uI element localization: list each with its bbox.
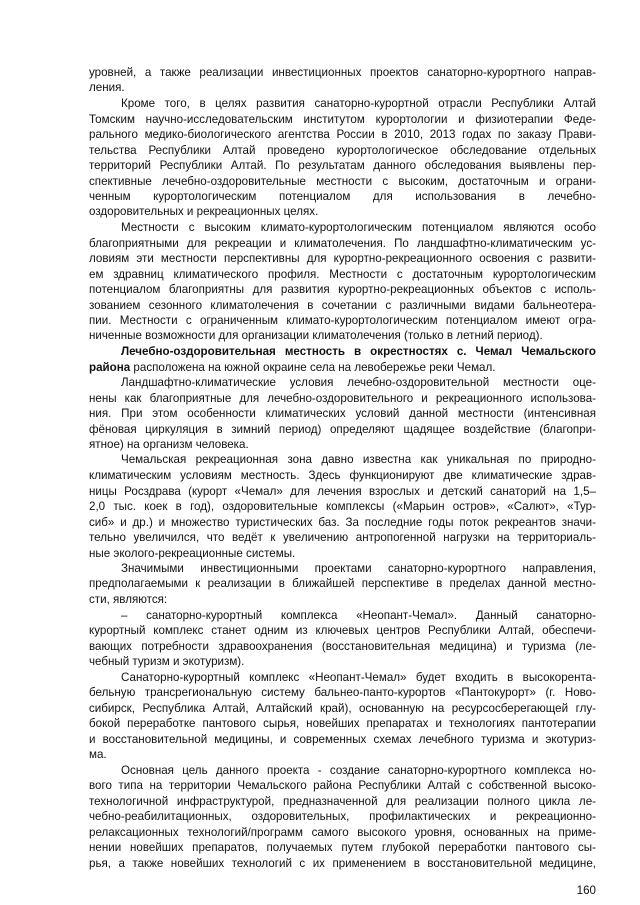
text-line: ловиям эти местности перспективны для курортно-рекреационного освоения с развити- — [89, 252, 596, 265]
text-line: пии. Местности с ограниченным климато-курортологическим потенциалом имеют огра- — [89, 314, 596, 327]
text-line: бокой переработке пантового сырья, новейших препаратах и технологиях пантотерапии — [89, 717, 596, 730]
text-line: ления. — [89, 81, 125, 94]
text-line: релаксационных технологий/программ самого высокого уровня, основанных на приме- — [89, 826, 596, 839]
text-line: чебный туризм и экотуризм). — [89, 655, 245, 668]
text-line: ем здравниц климатического профиля. Местности с достаточным курортологическим — [89, 268, 596, 281]
text-line: Томским научно-исследовательским институтом курортологии и физиотерапии Феде- — [89, 113, 596, 126]
text-line: территорий Республики Алтай. По результатам данного обследования выявлены пер- — [89, 159, 596, 172]
text-line: и восстановительной медицины, и современных схемах лечебного туризма и экотуриз- — [89, 733, 596, 746]
text-line: рья, а также новейших технологий с их применением в восстановительной медицине, — [89, 857, 596, 870]
text-line: зованием сезонного климатолечения в сочетании с различными видами бальнеотера- — [89, 299, 596, 312]
text-line: 2,0 тыс. коек в год), оздоровительные комплексы («Марьин остров», «Салют», «Тур- — [89, 500, 596, 513]
text-line: оздоровительных и рекреационных целях. — [89, 205, 319, 218]
text-line: ма. — [89, 748, 107, 761]
text-line: потенциалом благоприятны для развития курортно-рекреационных объектов с исполь- — [89, 283, 596, 296]
text-line: Местности с высоким климато-курортологическим потенциалом являются особо — [121, 221, 596, 234]
text-line — [89, 360, 596, 375]
list-item: – санаторно-курортный комплекса «Неопант-Чемал». Данный санаторно- — [121, 609, 596, 622]
text-line: климатическим условиям местность. Здесь функционируют две климатические здрав- — [89, 469, 596, 482]
page-number: 160 — [576, 884, 596, 897]
text-line: курортный комплекс станет одним из ключевых центров Республики Алтай, обеспечи- — [89, 624, 596, 637]
text-line: предполагаемыми к реализации в ближайшей перспективе в пределах данной местно- — [89, 577, 596, 590]
text-line: ченным курортологическим потенциалом для использования в лечебно- — [89, 190, 596, 203]
text-line: спективные лечебно-оздоровительные местности с высоким, достаточным и ограни- — [89, 175, 596, 188]
text-line: ницы Росздрава (курорт «Чемал» для лечения взрослых и детский санаторий на 1,5– — [89, 485, 596, 498]
text-line: ные эколого-рекреационные системы. — [89, 547, 296, 560]
section-heading: Лечебно-оздоровительная местность в окрестностях с. Чемал Чемальского — [121, 345, 596, 358]
text-line: сти, являются: — [89, 593, 168, 606]
text-line: Кроме того, в целях развития санаторно-курортной отрасли Республики Алтай — [121, 97, 596, 110]
text-line: тельства Республики Алтай проведено курортологическое обследование отдельных — [89, 144, 596, 157]
text-line: нении новейших препаратов, получаемых путем глубокой переработки пантового сы- — [89, 841, 596, 854]
text-line: технологичной инфраструктурой, предназначенной для реализации полного цикла ле- — [89, 795, 596, 808]
text-line: благоприятными для рекреации и климатолечения. По ландшафтно-климатическим ус- — [89, 237, 596, 250]
text-line: сибирск, Республика Алтай, Алтайский край), основанную на ресурсосберегающей глу- — [89, 702, 596, 715]
text-line: вающих потребности здравоохранения (восстановительная медицина) и туризма (ле- — [89, 640, 596, 653]
text-line: сиб» и др.) и множество туристических баз. За последние годы поток рекреантов значи- — [89, 516, 596, 529]
text-line: Санаторно-курортный комплекс «Неопант-Чемал» будет входить в высокорента- — [121, 671, 596, 684]
text-line: фёновая циркуляция в зимний период) определяют щадящее воздействие (благопри- — [89, 423, 596, 436]
text-line: чебно-реабилитационных, оздоровительных, профилактических и рекреационно- — [89, 810, 596, 823]
text-line: Ландшафтно-климатические условия лечебно-оздоровительной местности оце- — [121, 376, 596, 389]
text-line: бельную трансрегиональную систему бальнео-панто-курортов «Пантокурорт» (г. Ново- — [89, 686, 596, 699]
text-line: Чемальская рекреационная зона давно известна как уникальная по природно- — [121, 453, 596, 466]
text-line: ятное) на организм человека. — [89, 438, 249, 451]
text-line: рального медико-биологического агентства России в 2010, 2013 годах по заказу Прави- — [89, 128, 596, 141]
text-line: уровней, а также реализации инвестиционных проектов санаторно-курортного направ- — [89, 66, 596, 79]
section-heading-end: района — [89, 361, 131, 374]
text-line: ния. При этом особенности климатических условий данной местности (интенсивная — [89, 407, 596, 420]
text-line: Основная цель данного проекта - создание санаторно-курортного комплекса но- — [121, 764, 596, 777]
text-line: ниченные возможности для организации климатолечения (только в летний период). — [89, 329, 543, 342]
text-line: Значимыми инвестиционными проектами санаторно-курортного направления, — [121, 562, 596, 575]
text-line: вого типа на территории Чемальского района Республики Алтай с собственной высоко- — [89, 779, 596, 792]
text-line: тельно увеличился, что ведёт к увеличению антропогенной нагрузки на территориаль- — [89, 531, 596, 544]
text-fragment: расположена на южной окраине села на левобережье реки Чемал. — [130, 361, 496, 374]
text-line: нены как благоприятные для лечебно-оздоровительного и рекреационного использова- — [89, 392, 596, 405]
